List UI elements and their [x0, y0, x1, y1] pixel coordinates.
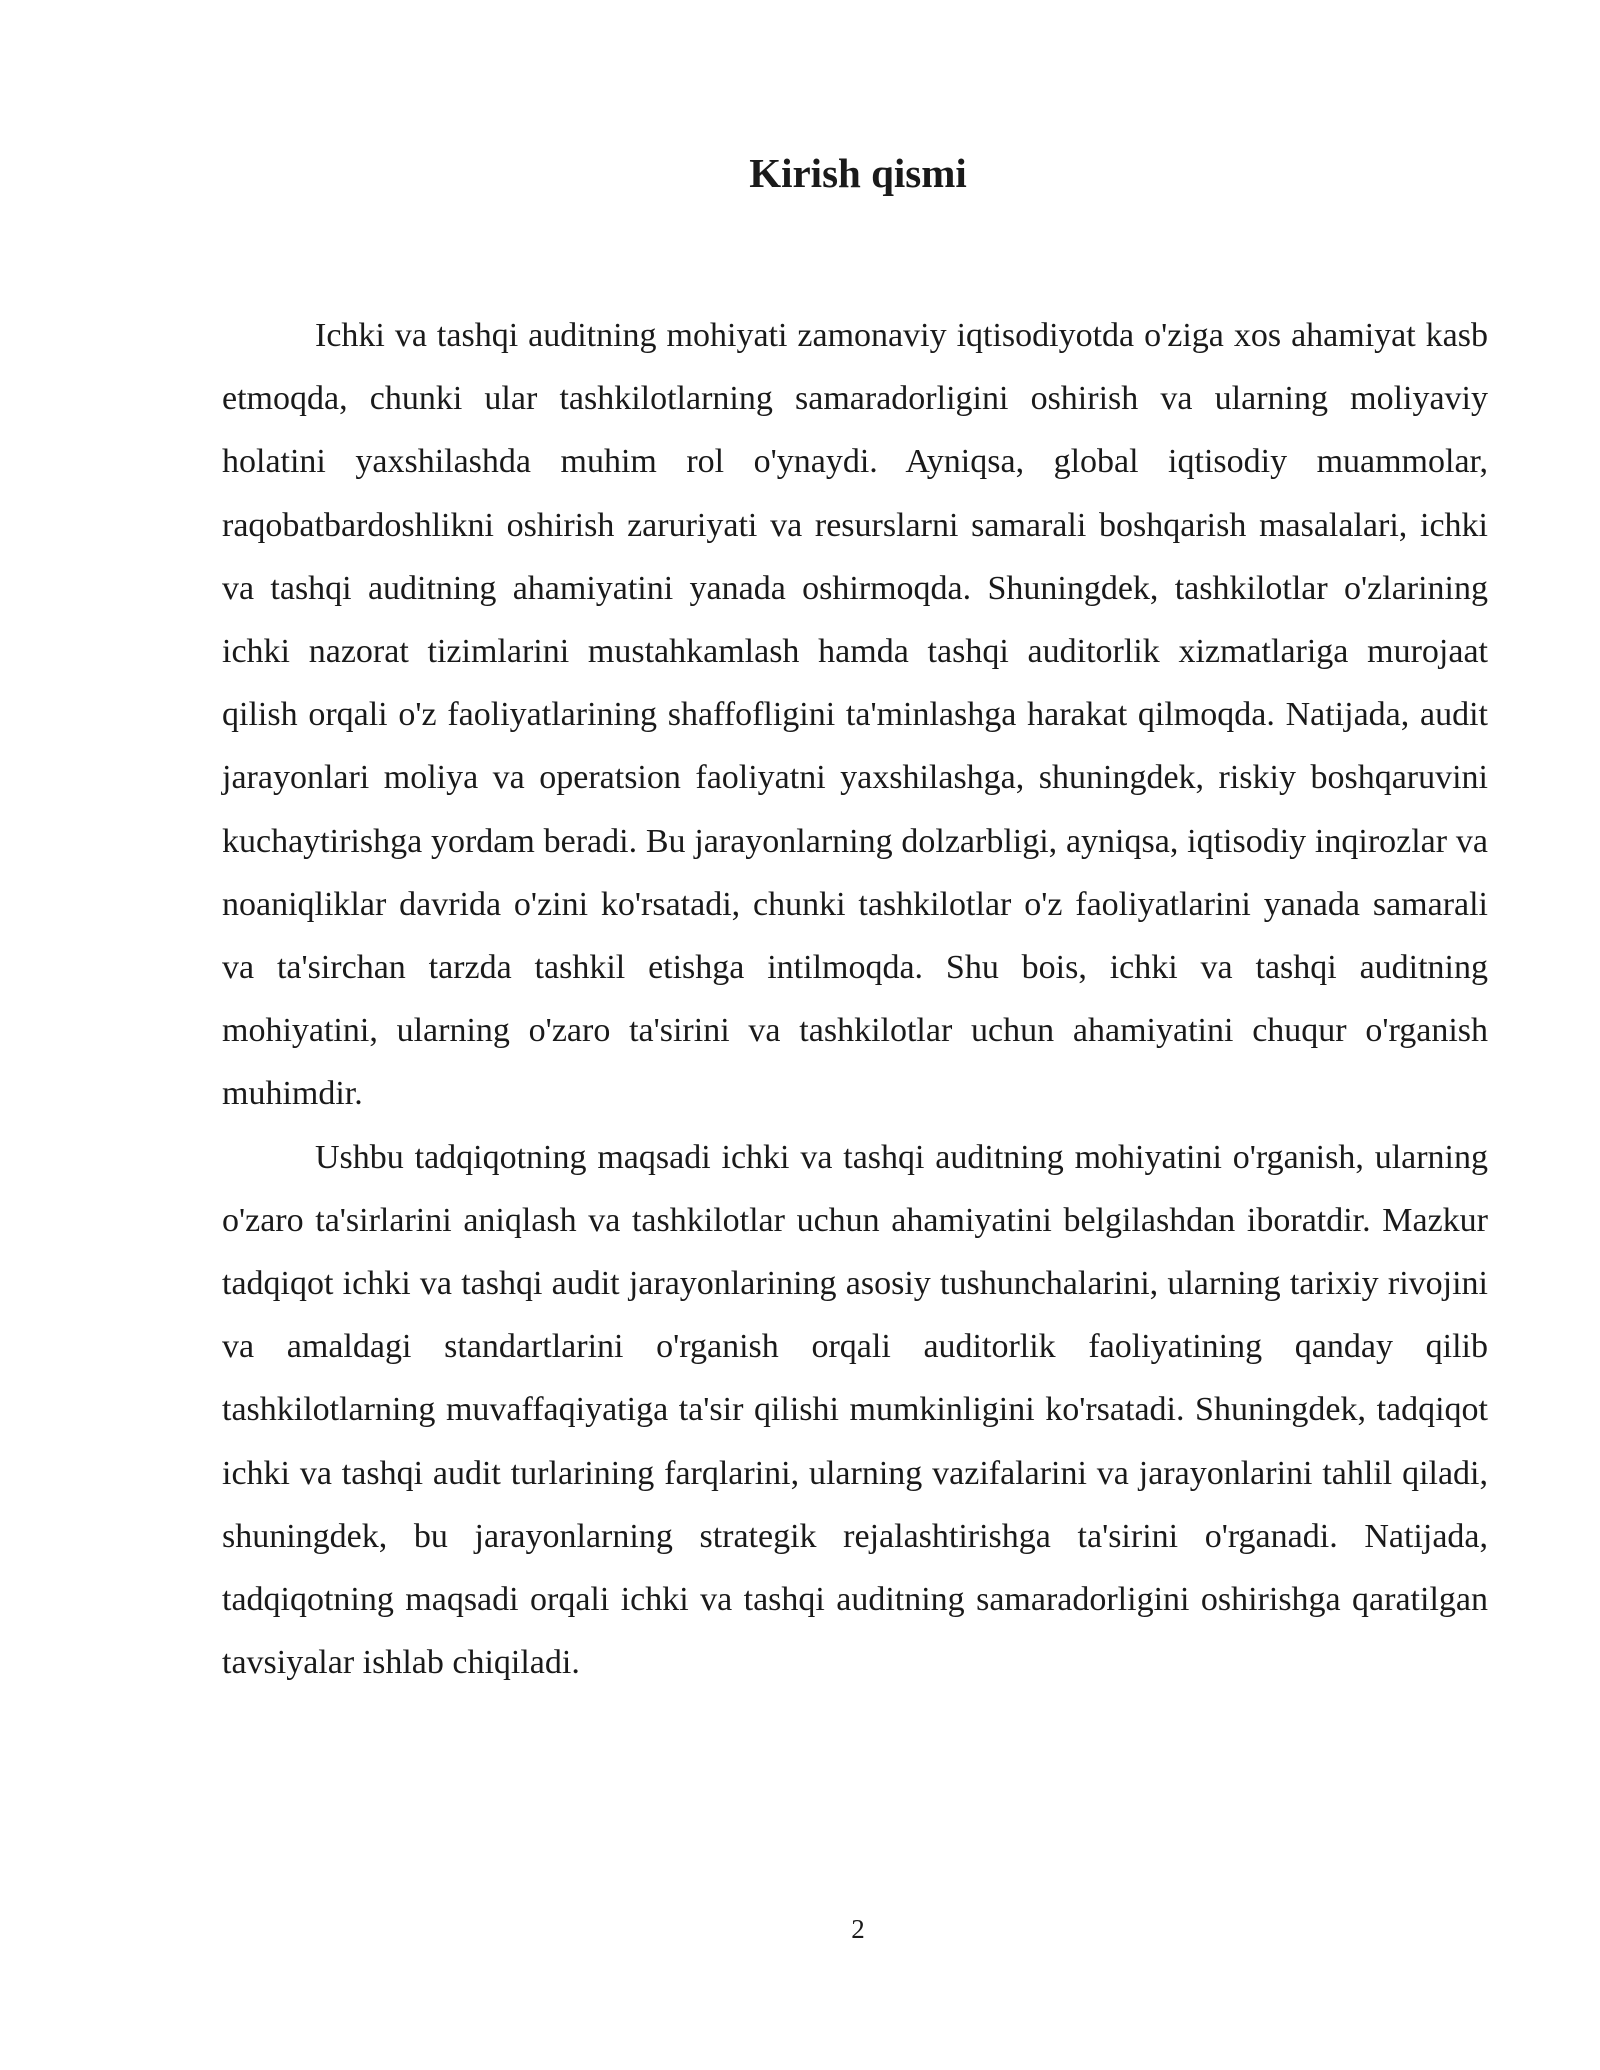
paragraph-goal: Ushbu tadqiqotning maqsadi ichki va tashqi auditning mohiyatini o'rganish, ularning o'zaro ta'sirlarini aniqlash va tashkilotlar uchun ahamiyatini belgilashdan iboratdir. Mazkur tadqiqot ichki va tashqi audit jarayonlarining asosiy tushunchalarini, ularning tarixiy rivojini va amaldagi standartlarini o'rganish orqali auditorlik faoliyatining qanday qilib tashkilotlarning muvaffaqiyatiga ta'sir qilishi mumkinligini ko'rsatadi. Shuningdek, tadqiqot ichki va tashqi audit turlarining farqlarini, ularning vazifalarini va jarayonlarini tahlil qiladi, shuningdek, bu jarayonlarning strategik rejalashtirishga ta'sirini o'rganadi. Natijada, tadqiqotning maqsadi orqali ichki va tashqi auditning samaradorligini oshirishga qaratilgan tavsiyalar ishlab chiqiladi. [222, 1138, 1488, 1682]
page-number: 2 [851, 1914, 865, 1944]
body-text [222, 304, 1488, 1694]
paragraph-intro: Ichki va tashqi auditning mohiyati zamonaviy iqtisodiyotda o'ziga xos ahamiyat kasb etmoqda, chunki ular tashkilotlarning samaradorligini oshirish va ularning moliyaviy holatini yaxshilashda muhim rol o'ynaydi. Ayniqsa, global iqtisodiy muammolar, raqobatbardoshlikni oshirish zaruriyati va resurslarni samarali boshqarish masalalari, ichki va tashqi auditning ahamiyatini yanada oshirmoqda. Shuningdek, tashkilotlar o'zlarining ichki nazorat tizimlarini mustahkamlash hamda tashqi auditorlik xizmatlariga murojaat qilish orqali o'z faoliyatlarining shaffofligini ta'minlashga harakat qilmoqda. Natijada, audit jarayonlari moliya va operatsion faoliyatni yaxshilashga, shuningdek, riskiy boshqaruvini kuchaytirishga yordam beradi. Bu jarayonlarning dolzarbligi, ayniqsa, iqtisodiy inqirozlar va noaniqliklar davrida o'zini ko'rsatadi, chunki tashkilotlar o'z faoliyatlarini yanada samarali va ta'sirchan tarzda tashkil etishga intilmoqda. Shu bois, ichki va tashqi auditning mohiyatini, ularning o'zaro ta'sirini va tashkilotlar uchun ahamiyatini chuqur o'rganish muhimdir. [222, 317, 1488, 1113]
page-title: Kirish qismi [749, 150, 967, 196]
